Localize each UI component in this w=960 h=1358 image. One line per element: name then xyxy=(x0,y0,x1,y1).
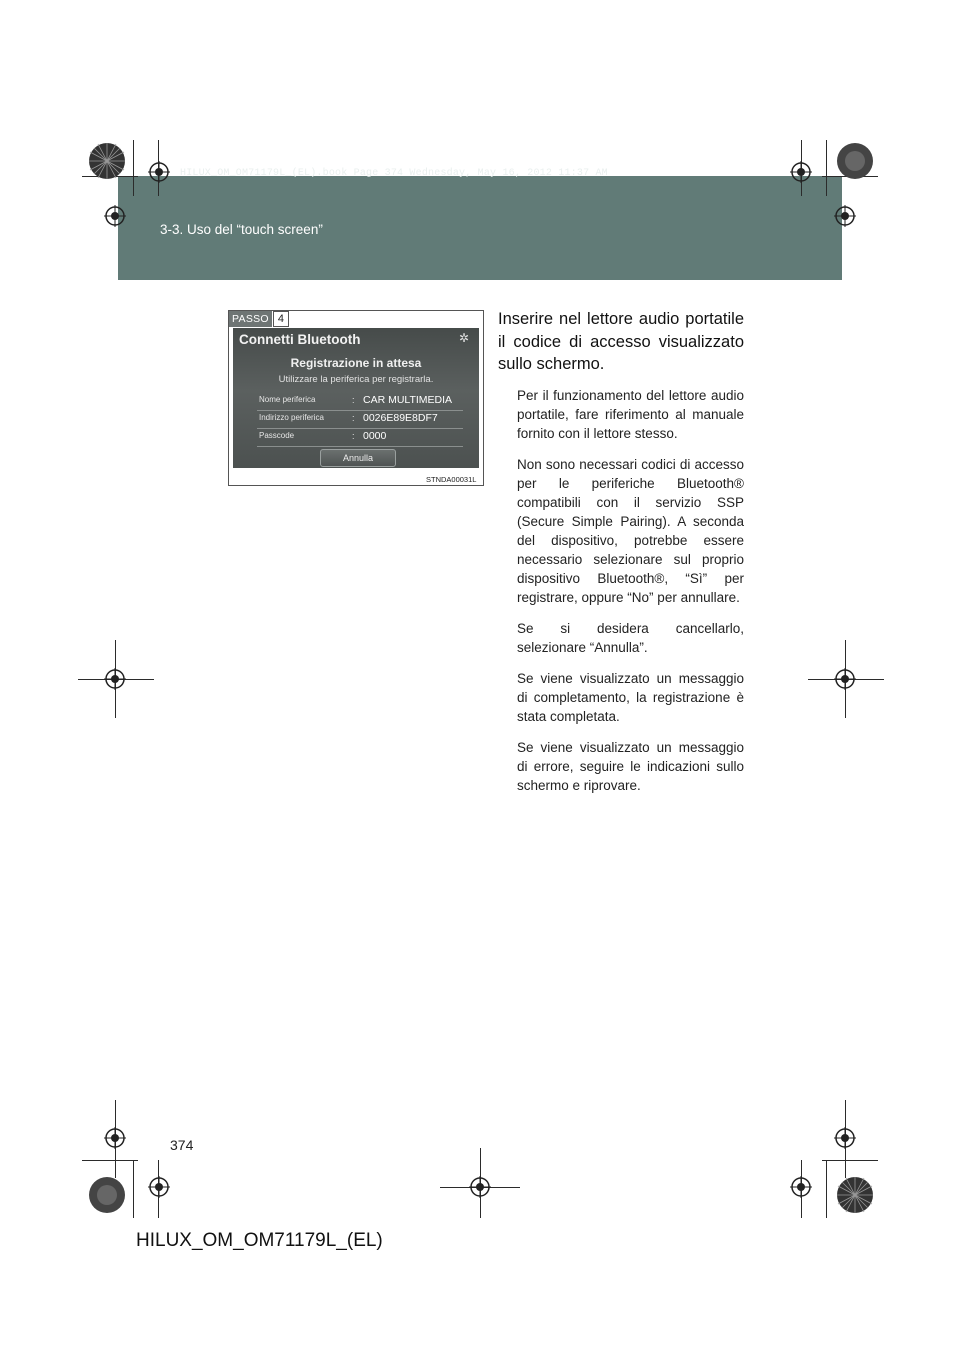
passcode-row: Passcode : 0000 xyxy=(257,428,463,447)
notes-list xyxy=(517,386,744,807)
screen-subtitle: Registrazione in attesa xyxy=(290,356,422,370)
registration-target-icon xyxy=(469,1176,491,1198)
registration-target-icon xyxy=(104,1127,126,1149)
note-paragraph: Se viene visualizzato un messaggio di completamento, la registrazione è stata completata. xyxy=(517,671,744,724)
loading-spinner-icon: ✲ xyxy=(458,331,469,345)
figure-code: STNDA00031L xyxy=(426,475,477,484)
registration-target-icon xyxy=(148,1176,170,1198)
document-code: HILUX_OM_OM71179L_(EL) xyxy=(136,1230,383,1251)
step-number: 4 xyxy=(273,311,289,327)
step-word: PASSO xyxy=(229,311,272,327)
color-bar-disc-icon xyxy=(836,1176,874,1214)
color-bar-disc-icon xyxy=(88,1176,126,1214)
color-bar-disc-icon xyxy=(88,142,126,180)
device-address-value: 0026E89E8DF7 xyxy=(363,412,438,424)
bluetooth-screen xyxy=(233,328,479,468)
file-stamp: HILUX_OM_OM71179L_(EL).book Page 374 Wednesday, May 16, 2012 11:37 AM xyxy=(180,168,608,179)
screen-hint: Utilizzare la periferica per registrarla. xyxy=(278,374,434,385)
registration-target-icon xyxy=(148,161,170,183)
section-title: 3-3. Uso del “touch screen” xyxy=(160,222,323,237)
passcode-label: Passcode xyxy=(259,431,295,440)
device-name-row: Nome periferica : CAR MULTIMEDIA xyxy=(257,392,463,411)
screen-title: Connetti Bluetooth xyxy=(239,332,361,347)
passcode-value: 0000 xyxy=(363,430,387,442)
registration-target-icon xyxy=(834,205,856,227)
note-paragraph: Se si desidera cancellarlo, selezionare “Annulla”. xyxy=(517,621,744,655)
note-paragraph: Per il funzionamento del lettore audio portatile, fare riferimento al manuale fornito con il lettore stesso. xyxy=(517,388,744,441)
device-address-label: Indirizzo periferica xyxy=(259,413,324,422)
registration-target-icon xyxy=(104,668,126,690)
device-name-label: Nome periferica xyxy=(259,395,316,404)
registration-target-icon xyxy=(834,1127,856,1149)
registration-target-icon xyxy=(104,205,126,227)
device-address-row: Indirizzo periferica : 0026E89E8DF7 xyxy=(257,410,463,429)
registration-target-icon xyxy=(834,668,856,690)
cancel-button[interactable]: Annulla xyxy=(320,449,396,467)
color-bar-disc-icon xyxy=(836,142,874,180)
registration-target-icon xyxy=(790,161,812,183)
device-name-value: CAR MULTIMEDIA xyxy=(363,394,453,406)
page-number: 374 xyxy=(170,1137,194,1153)
note-paragraph: Se viene visualizzato un messaggio di errore, seguire le indicazioni sullo schermo e riprovare. xyxy=(517,740,744,793)
instruction-lead: Inserire nel lettore audio portatile il codice di accesso visualizzato sullo schermo. xyxy=(498,310,744,373)
note-paragraph: Non sono necessari codici di accesso per le periferiche Bluetooth® compatibili con il servizio SSP (Secure Simple Pairing). A seconda del dispositivo, potrebbe essere necessario selezionare sul proprio dispositivo Bluetooth®, “Sì” per registrare, oppure “No” per annullare. xyxy=(517,457,744,605)
step-tag xyxy=(229,311,289,327)
registration-target-icon xyxy=(790,1176,812,1198)
